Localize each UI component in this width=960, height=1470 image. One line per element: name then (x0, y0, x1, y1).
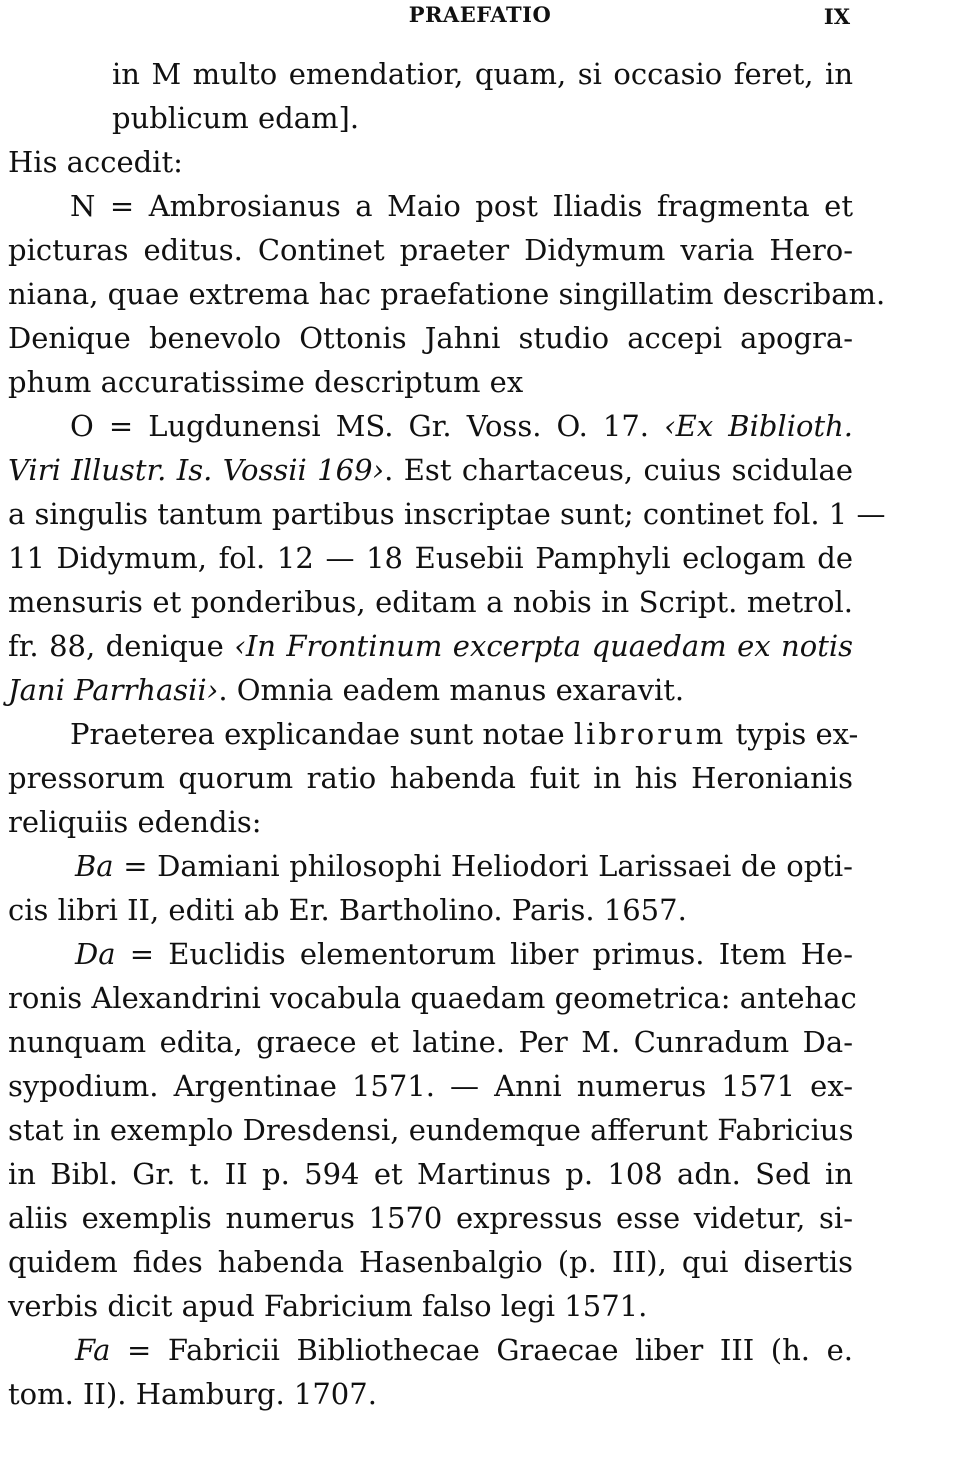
text-span: Praeterea explicandae sunt notae (70, 717, 574, 751)
text-line: pressorum quorum ratio habenda fuit in his Heronianis (8, 761, 853, 795)
text-line (8, 668, 853, 712)
text-line (75, 932, 853, 976)
italic-span: ‹Ex Biblioth. (664, 409, 853, 443)
text-line: quidem fides habenda Hasenbalgio (p. III), qui disertis (8, 1245, 853, 1279)
text-line: 11 Didymum, fol. 12 — 18 Eusebii Pamphyli eclogam de (8, 541, 853, 575)
text-line (8, 624, 853, 668)
text-line: sypodium. Argentinae 1571. — Anni numerus 1571 ex- (8, 1069, 853, 1103)
text-line: in M multo emendatior, quam, si occasio feret, in (112, 57, 853, 91)
text-line: publicum edam]. (112, 101, 360, 135)
text-line: a singulis tantum partibus inscriptae sunt; continet fol. 1 — (8, 497, 886, 531)
text-line: picturas editus. Continet praeter Didymum varia Hero- (8, 233, 853, 267)
italic-span: Viri Illustr. Is. Vossii 169› (8, 453, 385, 487)
text-span: fr. 88, denique (8, 629, 235, 663)
text-line (75, 844, 853, 888)
text-line: reliquiis edendis: (8, 805, 262, 839)
text-line: verbis dicit apud Fabricium falso legi 1571. (8, 1289, 648, 1323)
spaced-span: librorum (573, 717, 727, 751)
siglum-span: Fa (75, 1333, 111, 1367)
text-line: N = Ambrosianus a Maio post Iliadis fragmenta et (70, 189, 853, 223)
italic-span: Jani Parrhasii› (8, 673, 219, 707)
text-span: . Est chartaceus, cuius scidulae (384, 453, 853, 487)
text-span: = Fabricii Bibliothecae Graecae liber III (h. e. (110, 1333, 853, 1367)
text-span: typis ex- (726, 717, 859, 751)
text-span: . Omnia eadem manus exaravit. (218, 673, 685, 707)
text-line: aliis exemplis numerus 1570 expressus esse videtur, si- (8, 1201, 853, 1235)
text-span: = Euclidis elementorum liber primus. Item He- (115, 937, 853, 971)
text-line: niana, quae extrema hac praefatione singillatim describam. (8, 277, 886, 311)
text-line: His accedit: (8, 145, 183, 179)
text-line: mensuris et ponderibus, editam a nobis in Script. metrol. (8, 585, 853, 619)
text-line: tom. II). Hamburg. 1707. (8, 1377, 377, 1411)
text-span: O = Lugdunensi MS. Gr. Voss. O. 17. (70, 409, 665, 443)
text-line: nunquam edita, graece et latine. Per M. Cunradum Da- (8, 1025, 853, 1059)
italic-span: ‹In Frontinum excerpta quaedam ex notis (234, 629, 854, 663)
text-line (75, 1328, 853, 1372)
text-line (70, 404, 853, 448)
text-line: cis libri II, editi ab Er. Bartholino. Paris. 1657. (8, 893, 687, 927)
text-line: phum accuratissime descriptum ex (8, 365, 524, 399)
page-header (0, 0, 960, 34)
siglum-span: Ba (75, 849, 114, 883)
page-number: IX (823, 4, 850, 29)
text-span: = Damiani philosophi Heliodori Larissaei de opti- (113, 849, 853, 883)
running-title: PRAEFATIO (408, 2, 552, 27)
text-line: in Bibl. Gr. t. II p. 594 et Martinus p. 108 adn. Sed in (8, 1157, 853, 1191)
text-line: Denique benevolo Ottonis Jahni studio accepi apogra- (8, 321, 853, 355)
text-line: stat in exemplo Dresdensi, eundemque afferunt Fabricius (8, 1113, 854, 1147)
text-line: ronis Alexandrini vocabula quaedam geometrica: antehac (8, 981, 857, 1015)
text-line (8, 448, 853, 492)
text-line (70, 712, 859, 756)
siglum-span: Da (75, 937, 116, 971)
